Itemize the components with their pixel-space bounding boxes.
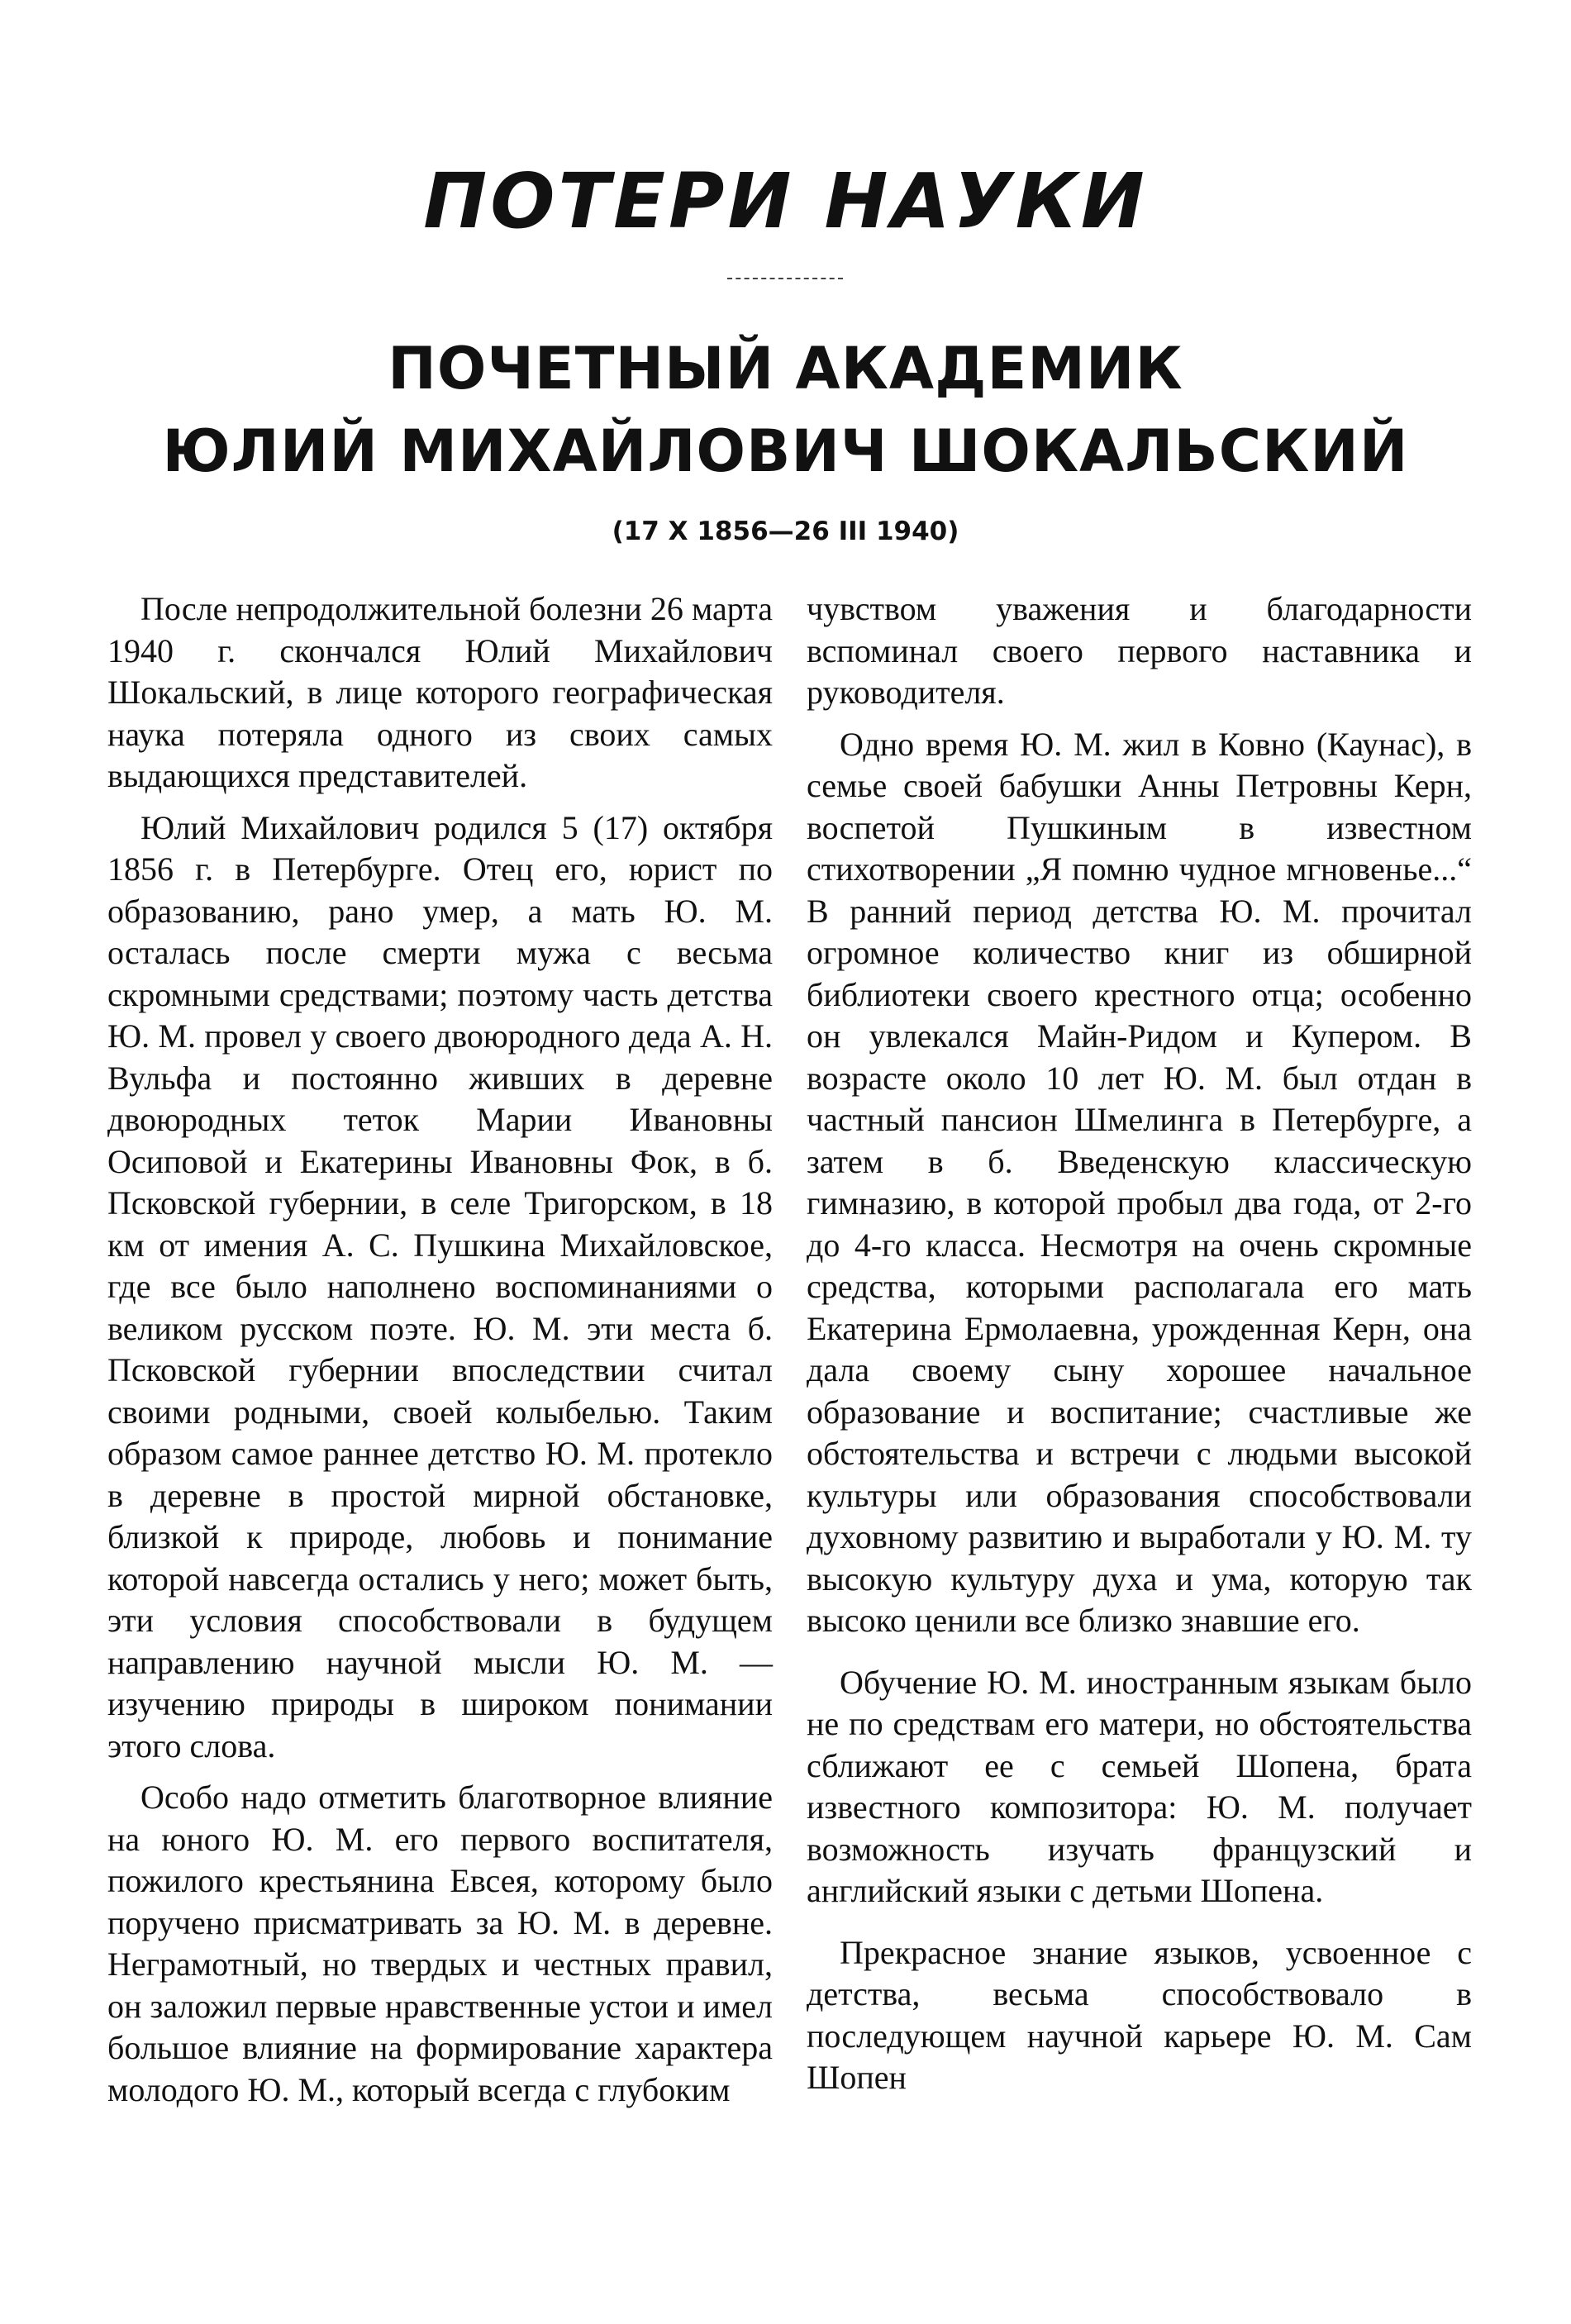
paragraph: Прекрасное знание языков, усвоенное с детства, весьма способствовало в последующем научной карьере Ю. М. Сам Шопен (807, 1933, 1472, 2096)
article-headline-line2: ЮЛИЙ МИХАЙЛОВИЧ ШОКАЛЬСКИЙ (162, 417, 1409, 485)
right-column (807, 588, 1472, 2109)
title-divider (727, 278, 843, 279)
paragraph: Особо надо отметить благотворное влияние на юного Ю. М. его первого воспитателя, пожилого крестьянина Евсея, которому было поручено присматривать за Ю. М. в деревне. Неграмотный, но твердых и честных правил, он заложил первые нравственные устои и имел большое влияние на формирование характера молодого Ю. М., который всегда с глубоким (107, 1779, 773, 2108)
life-dates: (17 X 1856—26 III 1940) (612, 517, 959, 546)
paragraph: После непродолжительной болезни 26 марта 1940 г. скончался Юлий Михайлович Шокальский, в лице которого географическая наука потеряла одного из своих самых выдающихся представителей. (107, 590, 773, 794)
paragraph-continued: чувством уважения и благодарности вспоминал своего первого наставника и руководителя. (807, 590, 1472, 711)
article-headline-line1: ПОЧЕТНЫЙ АКАДЕМИК (388, 335, 1183, 402)
paragraph: Обучение Ю. М. иностранным языкам было не по средствам его матери, но обстоятельства сближают ее с семьей Шопена, брата известного композитора: Ю. М. получает возможность изучать французский и английский языки с детьми Шопена. (807, 1663, 1472, 1909)
left-column (107, 588, 773, 2121)
section-title: ПОТЕРИ НАУКИ (423, 157, 1148, 245)
paragraph: Юлий Михайлович родился 5 (17) октября 1856 г. в Петербурге. Отец его, юрист по образованию, рано умер, а мать Ю. М. осталась после смерти мужа с весьма скромными средствами; поэтому часть детства Ю. М. провел у своего двоюродного деда А. Н. Вульфа и постоянно живших в деревне двоюродных теток Марии Ивановны Осиповой и Екатерины Ивановны Фок, в б. Псковской губернии, в селе Тригорском, в 18 км от имения А. С. Пушкина Михайловское, где все было наполнено воспоминаниями о великом русском поэте. Ю. М. эти места б. Псковской губернии впоследствии считал своими родными, своей колыбелью. Таким образом самое раннее детство Ю. М. протекло в деревне в простой мирной обстановке, близкой к природе, любовь и понимание которой навсегда остались у него; может быть, эти условия способствовали в будущем направлению научной мысли Ю. М. — изучению природы в широком понимании этого слова. (107, 808, 773, 1764)
paragraph: Одно время Ю. М. жил в Ковно (Каунас), в семье своей бабушки Анны Петровны Керн, воспетой Пушкиным в известном стихотворении „Я помню чудное мгновенье...“ В ранний период детства Ю. М. прочитал огромное количество книг из обширной библиотеки своего крестного отца; особенно он увлекался Майн-Ридом и Купером. В возрасте около 10 лет Ю. М. был отдан в частный пансион Шмелинга в Петербурге, а затем в б. Введенскую классическую гимназию, в которой пробыл два года, от 2-го до 4-го класса. Несмотря на очень скромные средства, которыми располагала его мать Екатерина Ермолаевна, урожденная Керн, она дала своему сыну хорошее начальное образование и воспитание; счастливые же обстоятельства и встречи с людьми высокой культуры или образования способствовали духовному развитию и выработали у Ю. М. ту высокую культуру духа и ума, которую так высоко ценили все близко знавшие его. (807, 725, 1472, 1639)
